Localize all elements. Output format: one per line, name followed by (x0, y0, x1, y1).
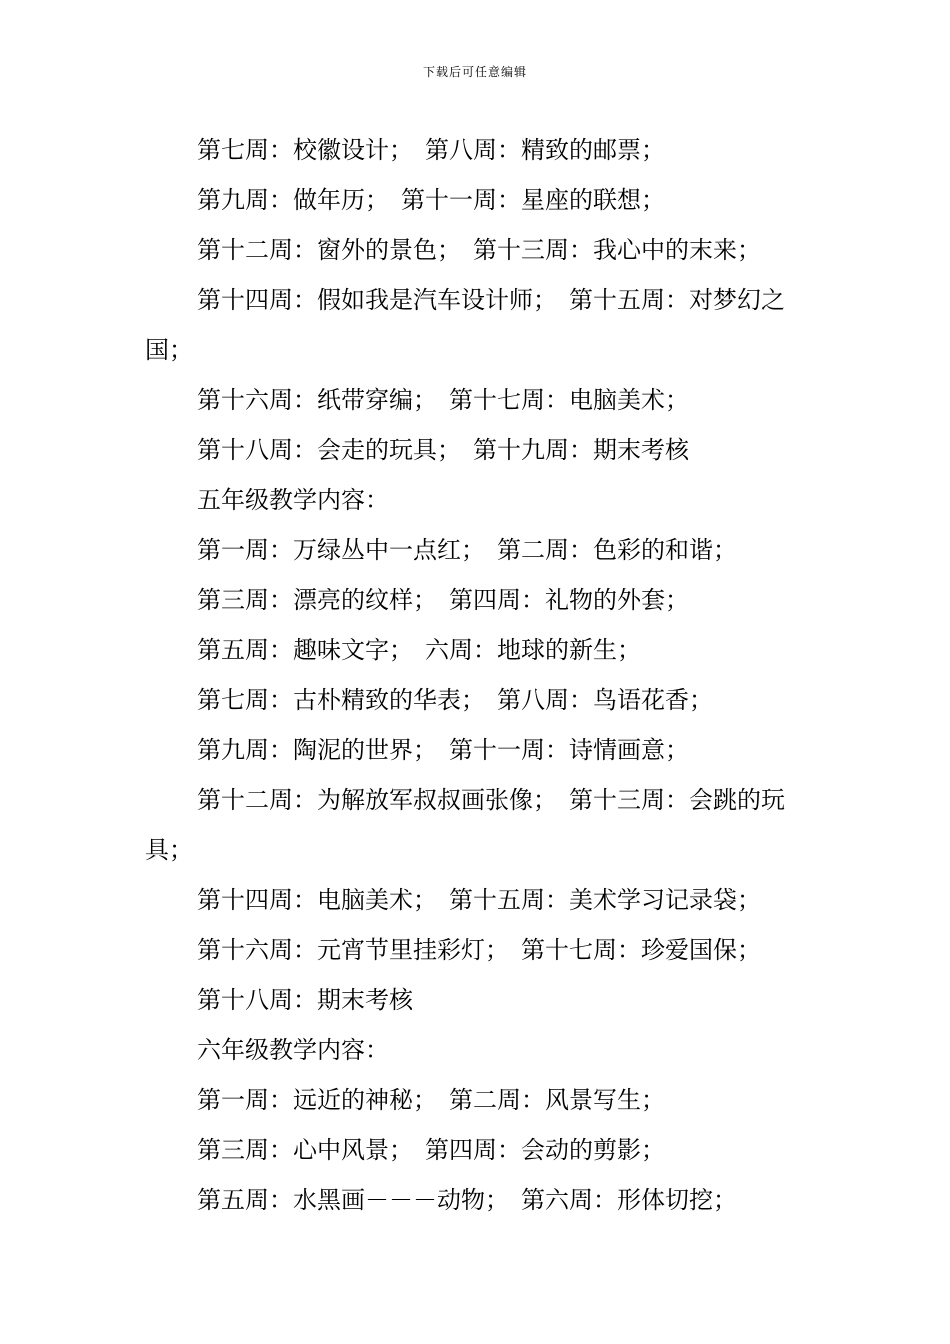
paragraph: 第十八周：会走的玩具； 第十九周：期末考核 (197, 436, 689, 464)
paragraph: 第三周：心中风景； 第四周：会动的剪影； (197, 1136, 665, 1164)
section-heading: 六年级教学内容： (197, 1036, 389, 1064)
paragraph: 第十四周：电脑美术； 第十五周：美术学习记录袋； (197, 886, 761, 914)
paragraph: 第七周：古朴精致的华表； 第八周：鸟语花香； (197, 686, 713, 714)
document-body (145, 125, 810, 1225)
paragraph: 第十六周：元宵节里挂彩灯； 第十七周：珍爱国保； (197, 936, 761, 964)
paragraph: 第五周：趣味文字； 六周：地球的新生； (197, 636, 641, 664)
paragraph: 第十六周：纸带穿编； 第十七周：电脑美术； (197, 386, 689, 414)
paragraph: 第七周：校徽设计； 第八周：精致的邮票； (197, 136, 665, 164)
paragraph: 第三周：漂亮的纹样； 第四周：礼物的外套； (197, 586, 689, 614)
paragraph: 第一周：万绿丛中一点红； 第二周：色彩的和谐； (197, 536, 737, 564)
section-heading: 五年级教学内容： (197, 486, 389, 514)
paragraph: 第十二周：窗外的景色； 第十三周：我心中的末来； (197, 236, 761, 264)
paragraph: 第九周：陶泥的世界； 第十一周：诗情画意； (197, 736, 689, 764)
paragraph: 第十二周：为解放军叔叔画张像； 第十三周：会跳的玩具； (145, 786, 785, 864)
paragraph: 第九周：做年历； 第十一周：星座的联想； (197, 186, 665, 214)
paragraph: 第一周：远近的神秘； 第二周：风景写生； (197, 1086, 665, 1114)
paragraph: 第十八周：期末考核 (197, 986, 413, 1014)
page-header: 下载后可任意编辑 (422, 65, 527, 79)
paragraph: 第十四周：假如我是汽车设计师； 第十五周：对梦幻之国； (145, 286, 785, 364)
paragraph: 第五周：水黑画－－－动物； 第六周：形体切挖； (197, 1186, 737, 1214)
